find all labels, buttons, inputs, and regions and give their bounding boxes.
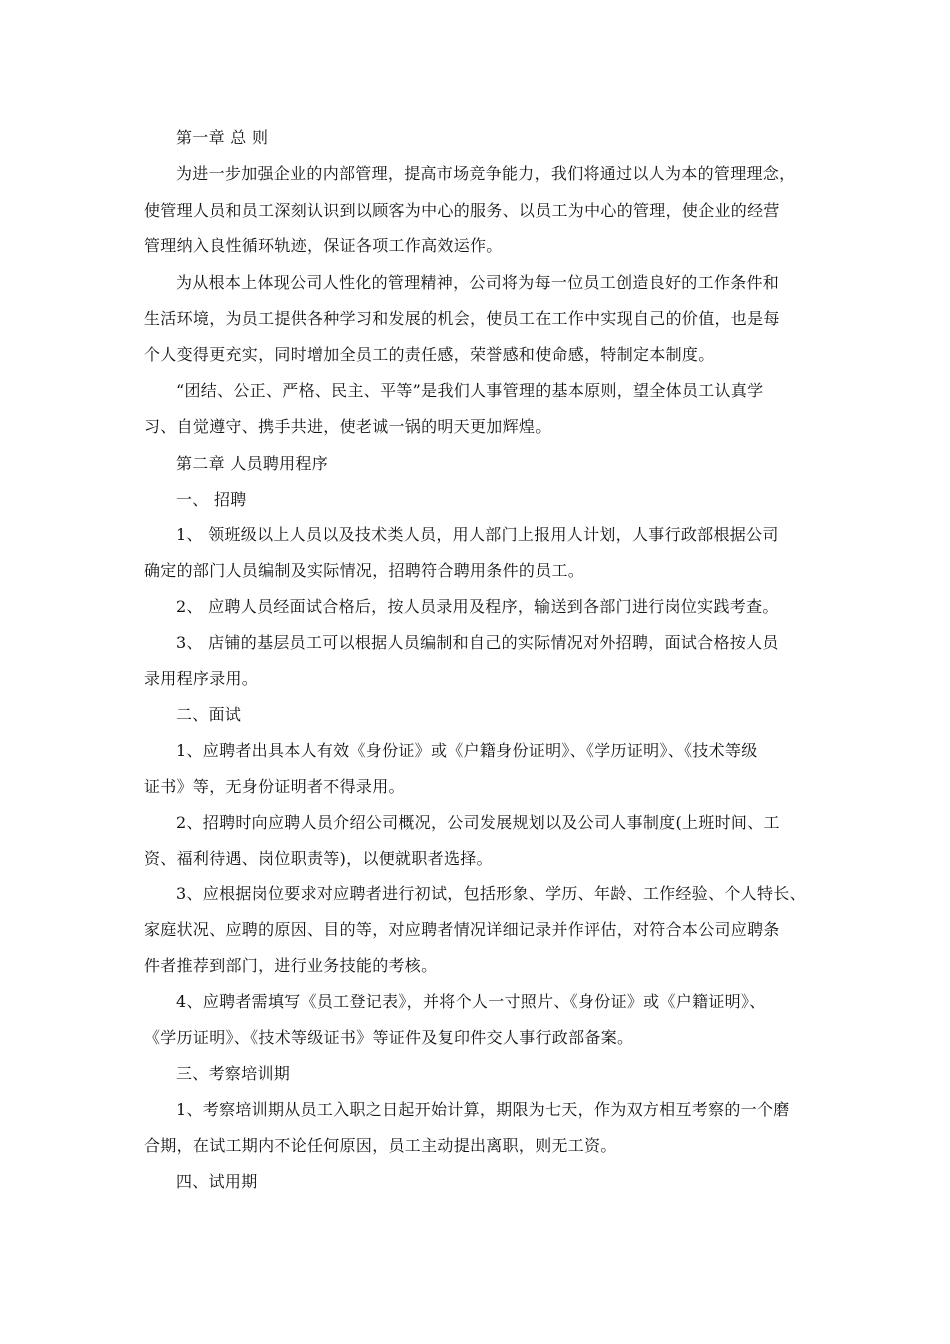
- paragraph-line: 1、 领班级以上人员以及技术类人员，用人部门上报用人计划，人事行政部根据公司: [176, 525, 779, 544]
- paragraph-line: 1、考察培训期从员工入职之日起开始计算，期限为七天，作为双方相互考察的一个磨: [176, 1100, 790, 1119]
- paragraph-line: 为进一步加强企业的内部管理，提高市场竞争能力，我们将通过以人为本的管理理念，: [176, 164, 796, 183]
- paragraph-line: 合期，在试工期内不论任何原因，员工主动提出离职，则无工资。: [144, 1136, 617, 1155]
- paragraph-line: 确定的部门人员编制及实际情况，招聘符合聘用条件的员工。: [144, 561, 585, 580]
- paragraph-line: 资、福利待遇、岗位职责等)，以便就职者选择。: [144, 849, 493, 868]
- paragraph-line: 为从根本上体现公司人性化的管理精神，公司将为每一位员工创造良好的工作条件和: [176, 273, 780, 292]
- paragraph-line: 3、 店铺的基层员工可以根据人员编制和自己的实际情况对外招聘，面试合格按人员: [176, 633, 779, 652]
- paragraph-line: 家庭状况、应聘的原因、目的等，对应聘者情况详细记录并作评估，对符合本公司应聘条: [144, 920, 780, 939]
- paragraph-line: 管理纳入良性循环轨迹，保证各项工作高效运作。: [144, 236, 503, 255]
- paragraph-line: 件者推荐到部门，进行业务技能的考核。: [144, 956, 438, 975]
- paragraph-line: 习、自觉遵守、携手共进，使老诚一锅的明天更加辉煌。: [144, 417, 552, 436]
- paragraph-line: 录用程序录用。: [144, 669, 259, 688]
- paragraph-line: 3、应根据岗位要求对应聘者进行初试，包括形象、学历、年龄、工作经验、个人特长、: [176, 884, 806, 903]
- paragraph-line: 2、 应聘人员经面试合格后，按人员录用及程序，输送到各部门进行岗位实践考查。: [176, 597, 779, 616]
- paragraph-line: 4、应聘者需填写《员工登记表》，并将个人一寸照片、《身份证》或《户籍证明》、: [176, 992, 766, 1011]
- chapter-1-heading: 第一章 总 则: [176, 128, 269, 147]
- paragraph-line: 个人变得更充实，同时增加全员工的责任感，荣誉感和使命感，特制定本制度。: [144, 345, 715, 364]
- section-heading: 三、考察培训期: [176, 1064, 291, 1083]
- paragraph-line: 生活环境，为员工提供各种学习和发展的机会，使员工在工作中实现自己的价值，也是每: [144, 309, 780, 328]
- paragraph-line: 证书》等，无身份证明者不得录用。: [144, 777, 405, 796]
- paragraph-line: 1、应聘者出具本人有效《身份证》或《户籍身份证明》、《学历证明》、《技术等级: [176, 741, 758, 760]
- paragraph-line: 《学历证明》、《技术等级证书》等证件及复印件交人事行政部备案。: [144, 1028, 634, 1047]
- section-heading: 四、试用期: [176, 1172, 258, 1191]
- paragraph-line: 使管理人员和员工深刻认识到以顾客为中心的服务、以员工为中心的管理，使企业的经营: [144, 201, 780, 220]
- section-heading: 二、面试: [176, 705, 242, 724]
- paragraph-line: 2、招聘时向应聘人员介绍公司概况，公司发展规划以及公司人事制度(上班时间、工: [176, 813, 780, 832]
- section-heading: 一、 招聘: [176, 490, 247, 509]
- chapter-2-heading: 第二章 人员聘用程序: [176, 454, 329, 473]
- paragraph-line: “团结、公正、严格、民主、平等”是我们人事管理的基本原则，望全体员工认真学: [176, 381, 764, 400]
